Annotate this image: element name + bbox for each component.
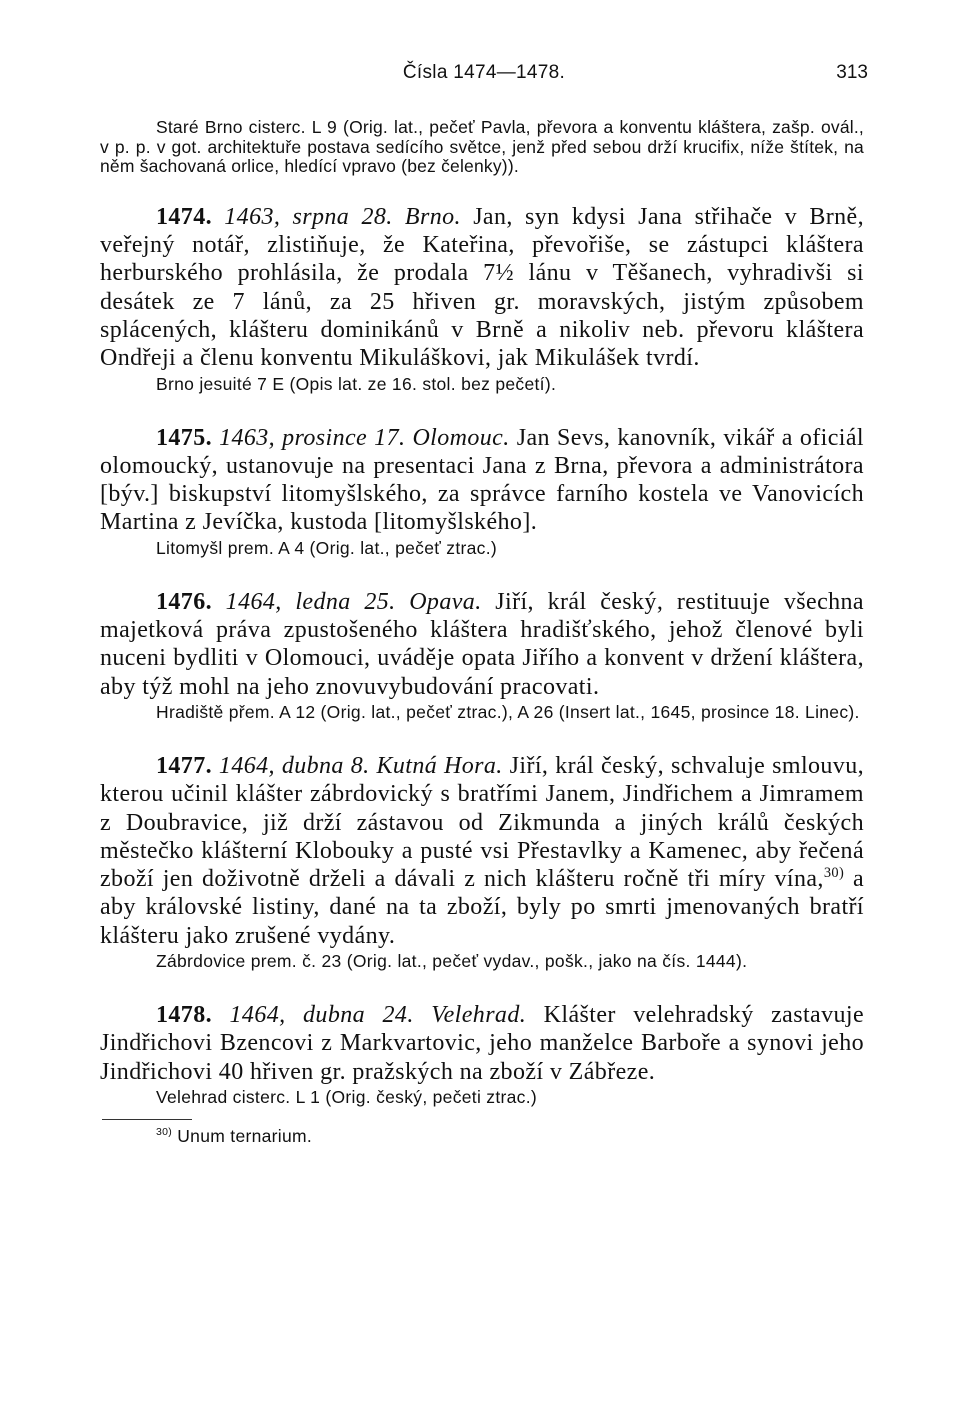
entry-date: 1464, dubna 8. Kutná Hora. <box>218 752 503 779</box>
entry-1477 <box>100 752 864 971</box>
entry-text: Jan Sevs, kanovník, vikář a oficiál olomoucký, ustanovuje na presentaci Jana z Brna, převora a administrátora [býv.] biskupství litomyšlského, za správce farního kostela ve Vanovicích Martina z Jevíčka, kustoda [litomyšlského]. <box>100 424 864 536</box>
page-number: 313 <box>836 62 868 83</box>
entry-source: Zábrdovice prem. č. 23 (Orig. lat., pečeť vydav., pošk., jako na čís. 1444). <box>156 951 748 972</box>
entry-text: Jiří, král český, schvaluje smlouvu, kterou učinil klášter zábrdovický s bratřími Janem, Jindřichem a Jimramem z Doubravice, již drží zástavou od Zikmunda a jiných králů českých městečko klášterní Klobouky a pusté vsi Přestavlky a Kamenec, aby řečená zboží jen doživotně drželi a dávali z nich klášteru ročně tři míry vína, <box>100 752 865 893</box>
entry-source: Litomyšl prem. A 4 (Orig. lat., pečeť ztrac.) <box>156 537 498 558</box>
footnote-reference[interactable]: 30) <box>823 865 845 882</box>
entry-date: 1464, ledna 25. Opava. <box>225 588 482 615</box>
entry-number: 1477. <box>156 752 212 779</box>
entry-number: 1474. <box>156 203 212 230</box>
footnote-text: Unum ternarium. <box>172 1125 313 1146</box>
entry-date: 1464, dubna 24. Velehrad. <box>229 1002 527 1029</box>
page-content <box>100 118 864 1146</box>
footnote-marker: 30) <box>156 1126 173 1139</box>
entry-text: Jiří, král český, restituuje všechna majetková práva zpustošeného kláštera hradišťského, jehož členové byli nuceni bydliti v Olomouci, uváděje opata Jiřího a konvent v držení kláštera, aby týž mohl na jeho znovuvybudování pracovati. <box>100 588 864 700</box>
entry-date: 1463, srpna 28. Brno. <box>224 203 461 230</box>
intro-source-note: Staré Brno cisterc. L 9 (Orig. lat., pečeť Pavla, převora a konventu kláštera, zašp. ovál., v p. p. v got. architektuře postava sedícího světce, jenž před sebou drží krucifix, níže štítek, na něm šachovaná orlice, hledící vpravo (bez čelenky)). <box>100 117 864 177</box>
entry-1476 <box>100 588 864 722</box>
footnote-divider <box>102 1119 192 1120</box>
entry-1475 <box>100 424 864 558</box>
entry-body <box>100 203 864 373</box>
entry-text: Jan, syn kdysi Jana střihače v Brně, veřejný notář, zlistiňuje, že Kateřina, převořiše, se zástupci kláštera herburského prohlásila, že prodala 7½ lánu v Těšanech, vyhradivši si desátek ze 7 lánů, za 25 hřiven gr. moravských, jistým způsobem splácených, klášteru dominikánů v Brně a nikoliv neb. převoru kláštera Ondřeji a členu konventu Mikuláškovi, jak Mikulášek tvrdí. <box>100 203 864 372</box>
entry-source: Brno jesuité 7 E (Opis lat. ze 16. stol. bez pečetí). <box>156 373 557 394</box>
entry-date: 1463, prosince 17. Olomouc. <box>219 424 510 451</box>
entry-body <box>100 424 864 537</box>
footnote <box>100 1126 864 1146</box>
entry-body <box>100 1001 864 1086</box>
entry-1474 <box>100 203 864 394</box>
entry-source: Hradiště přem. A 12 (Orig. lat., pečeť ztrac.), A 26 (Insert lat., 1645, prosince 18. Linec). <box>156 701 860 722</box>
entry-number: 1476. <box>156 588 212 615</box>
page-header <box>100 62 868 92</box>
running-title: Čísla 1474—1478. <box>402 62 566 83</box>
entry-text-continued: a aby královské listiny, dané na ta zboží, byly po smrti jmenovaných bratří klášteru jako zrušené vydány. <box>100 866 864 949</box>
entry-body <box>100 752 864 950</box>
entry-text: Klášter velehradský zastavuje Jindřichovi Bzencovi z Markvartovic, jeho manželce Barboře a synovi jeho Jindřichovi 40 hřiven gr. pražských na zboží v Zábřeze. <box>100 1002 865 1085</box>
entry-body <box>100 588 864 701</box>
entry-number: 1475. <box>156 424 212 451</box>
entry-number: 1478. <box>156 1002 212 1029</box>
entry-source: Velehrad cisterc. L 1 (Orig. český, pečeti ztrac.) <box>156 1086 538 1107</box>
entry-1478 <box>100 1001 864 1107</box>
